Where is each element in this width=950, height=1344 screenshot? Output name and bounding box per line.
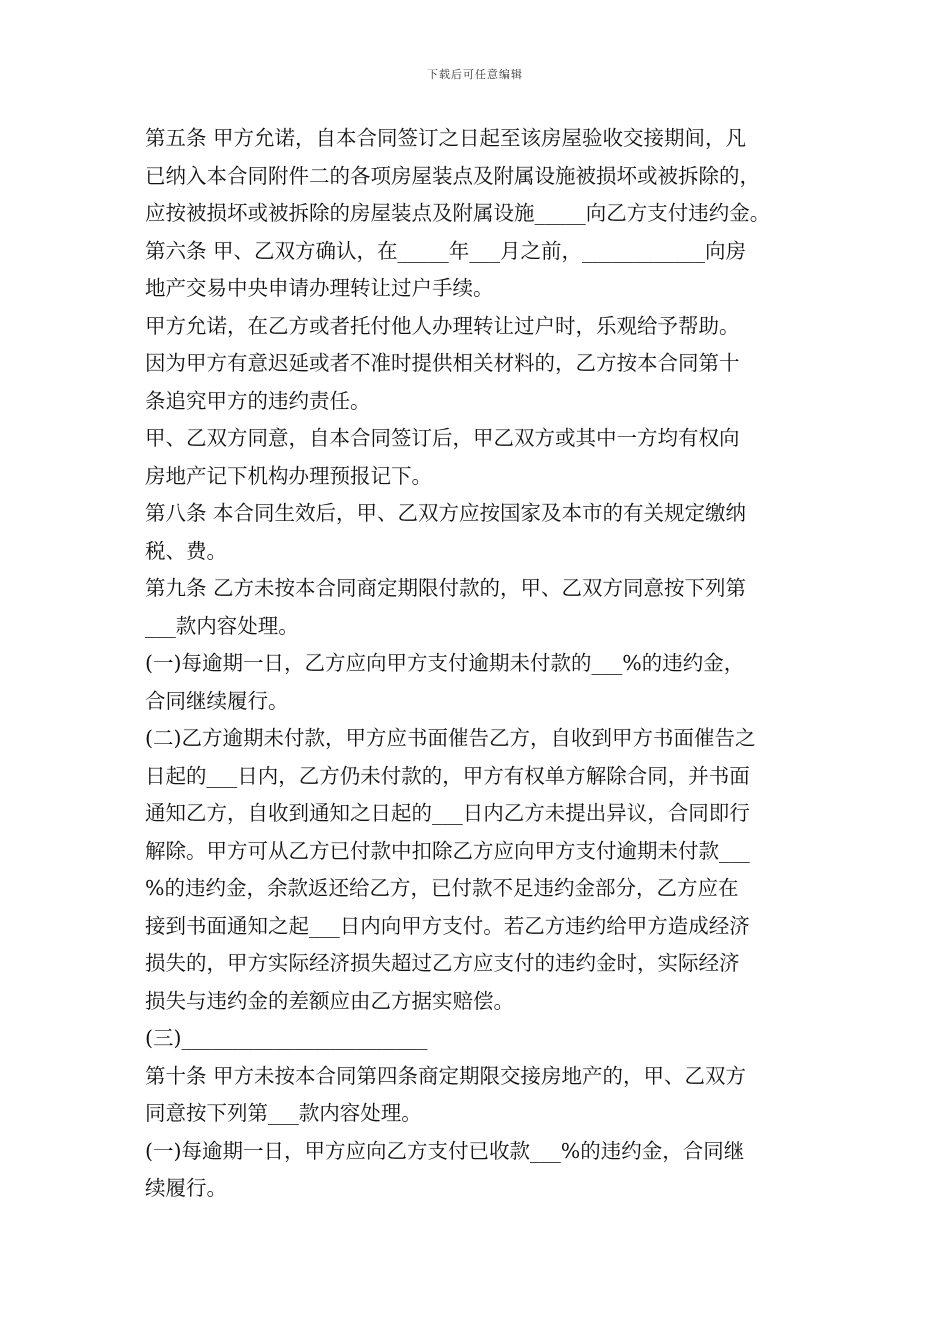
text-line: 续履行。	[145, 1176, 227, 1200]
document-body	[145, 120, 815, 1208]
text-line: 解除。甲方可从乙方已付款中扣除乙方应向甲方支付逾期未付款___	[145, 838, 750, 863]
text-line: 因为甲方有意迟延或者不准时提供相关材料的，乙方按本合同第十	[145, 351, 740, 375]
text-line: 甲、乙双方同意，自本合同签订后，甲乙双方或其中一方均有权向	[145, 426, 740, 450]
text-line: 日起的___日内，乙方仍未付款的，甲方有权单方解除合同，并书面	[145, 763, 750, 788]
text-line: (一)每逾期一日，甲方应向乙方支付已收款___%的违约金，合同继	[145, 1138, 745, 1163]
text-line: ___款内容处理。	[145, 613, 299, 638]
text-line: 第九条 乙方未按本合同商定期限付款的，甲、乙双方同意按下列第	[145, 576, 747, 600]
text-line: 合同继续履行。	[145, 688, 289, 713]
text-line: 通知乙方，自收到通知之日起的___日内乙方未提出异议，合同即行	[145, 801, 750, 825]
text-line: %的违约金，余款返还给乙方，已付款不足违约金部分，乙方应在	[145, 876, 739, 900]
text-line: 第六条 甲、乙双方确认，在_____年___月之前，____________向房	[145, 238, 747, 263]
text-line: 房地产记下机构办理预报记下。	[145, 463, 432, 488]
text-line: 已纳入本合同附件二的各项房屋装点及附属设施被损坏或被拆除的，	[145, 163, 760, 188]
header-note: 下载后可任意编辑	[427, 68, 523, 81]
text-line: 第十条 甲方未按本合同第四条商定期限交接房地产的，甲、乙双方	[145, 1063, 747, 1088]
text-line: 损失的，甲方实际经济损失超过乙方应支付的违约金时，实际经济	[145, 951, 740, 975]
text-line: 第五条 甲方允诺，自本合同签订之日起至该房屋验收交接期间，凡	[145, 126, 747, 150]
text-line: 第八条 本合同生效后，甲、乙双方应按国家及本市的有关规定缴纳	[145, 501, 747, 525]
text-line: (二)乙方逾期未付款，甲方应书面催告乙方，自收到甲方书面催告之	[145, 726, 756, 750]
text-line: 损失与违约金的差额应由乙方据实赔偿。	[145, 988, 514, 1013]
text-line: (三)________________________	[145, 1026, 428, 1050]
text-line: 应按被损坏或被拆除的房屋装点及附属设施_____向乙方支付违约金。	[145, 201, 771, 225]
text-line: 甲方允诺，在乙方或者托付他人办理转让过户时，乐观给予帮助。	[145, 313, 740, 338]
text-line: 条追究甲方的违约责任。	[145, 388, 371, 413]
text-line: 税、费。	[145, 538, 227, 563]
text-line: 同意按下列第___款内容处理。	[145, 1101, 422, 1125]
text-line: 地产交易中央申请办理转让过户手续。	[145, 276, 494, 300]
text-line: (一)每逾期一日，乙方应向甲方支付逾期未付款的___%的违约金，	[145, 651, 745, 675]
text-line: 接到书面通知之起___日内向甲方支付。若乙方违约给甲方造成经济	[145, 913, 750, 938]
